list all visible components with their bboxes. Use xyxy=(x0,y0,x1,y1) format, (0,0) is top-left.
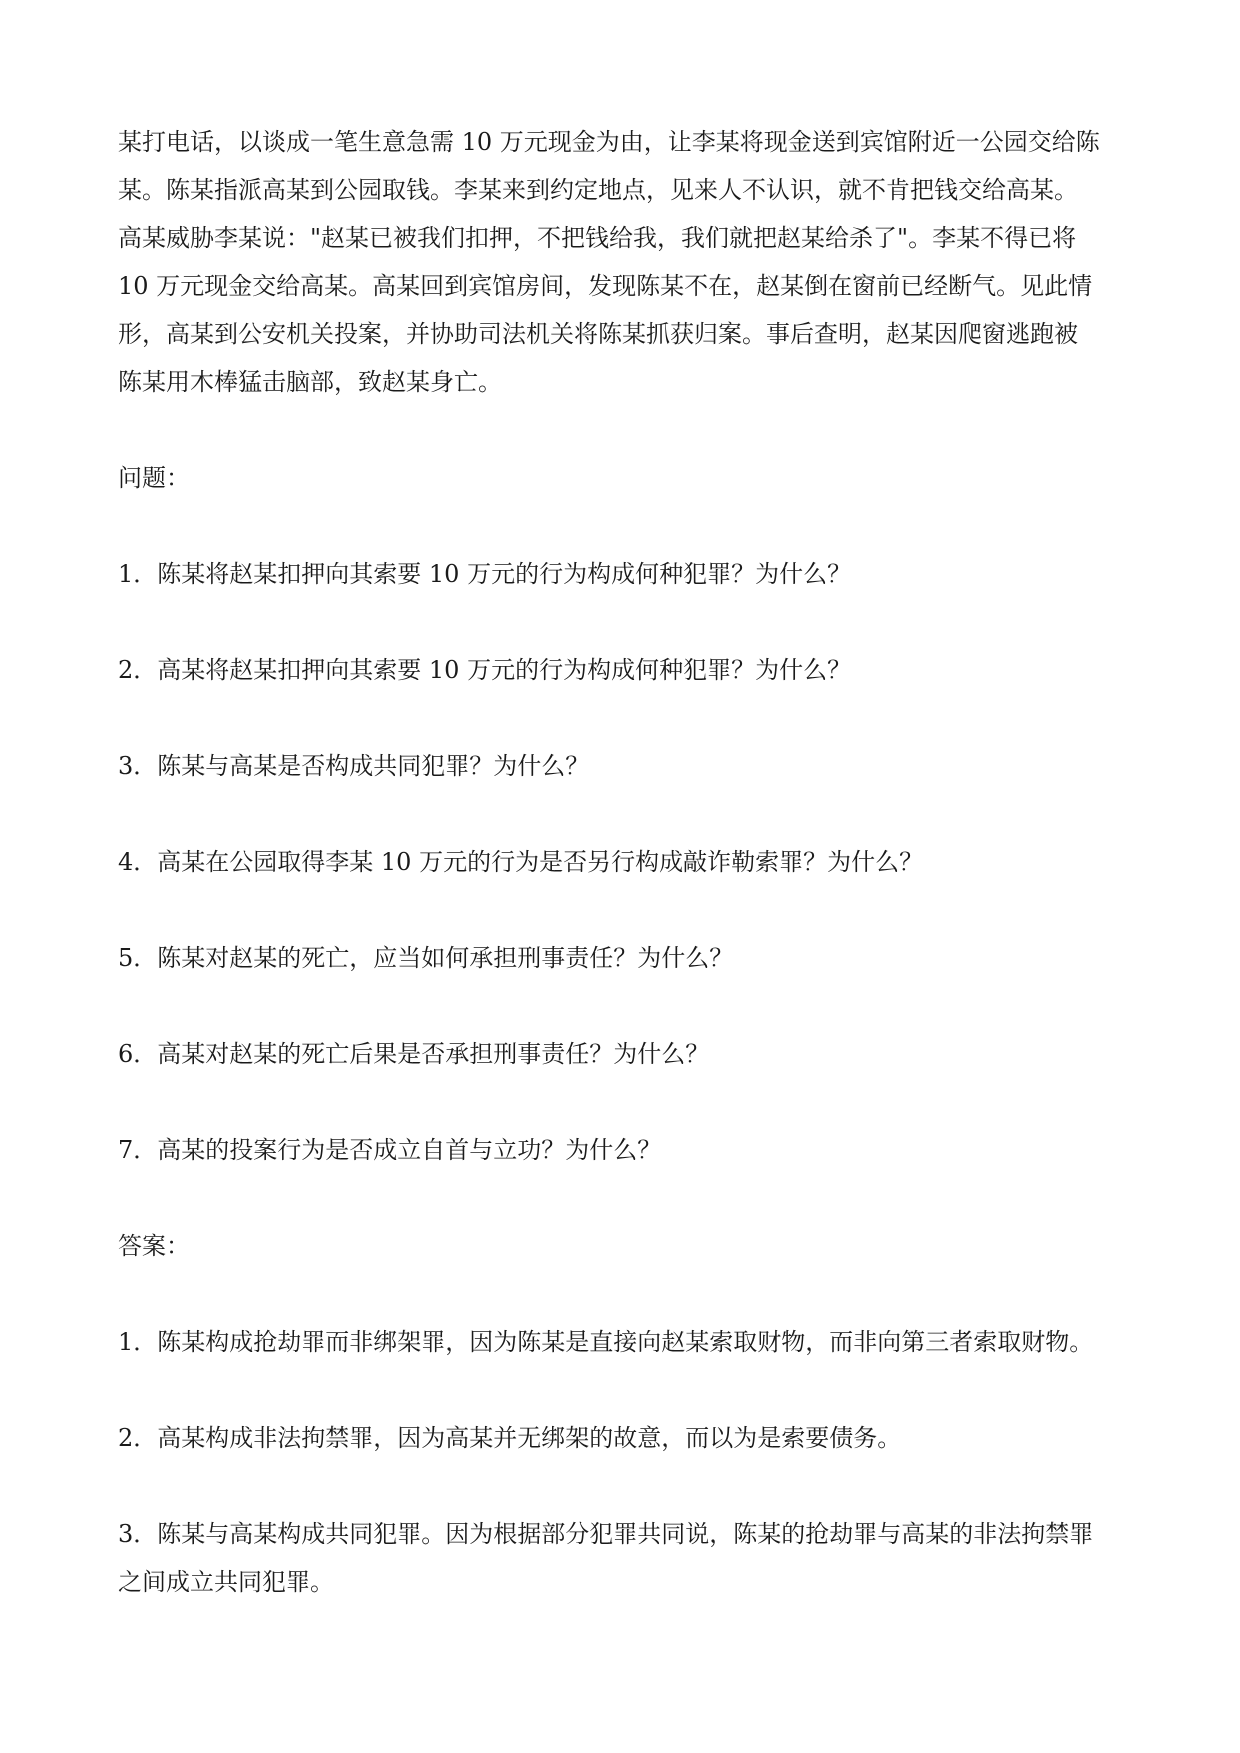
answer-item: 1．陈某构成抢劫罪而非绑架罪，因为陈某是直接向赵某索取财物，而非向第三者索取财物。 xyxy=(118,1328,1094,1356)
question-item: 4．高某在公园取得李某 10 万元的行为是否另行构成敲诈勒索罪？为什么？ xyxy=(118,848,924,876)
case-line: 10 万元现金交给高某。高某回到宾馆房间，发现陈某不在，赵某倒在窗前已经断气。见此情 xyxy=(118,272,1093,300)
document-page xyxy=(118,118,1128,1606)
case-line: 某。陈某指派高某到公园取钱。李某来到约定地点，见来人不认识，就不肯把钱交给高某。 xyxy=(118,176,1078,204)
answer-item: 2．高某构成非法拘禁罪，因为高某并无绑架的故意，而以为是索要债务。 xyxy=(118,1424,902,1452)
case-line: 高某威胁李某说："赵某已被我们扣押，不把钱给我，我们就把赵某给杀了"。李某不得已将 xyxy=(118,224,1077,252)
question-item: 5．陈某对赵某的死亡，应当如何承担刑事责任？为什么？ xyxy=(118,944,734,972)
case-description xyxy=(118,118,1128,406)
question-item: 7．高某的投案行为是否成立自首与立功？为什么？ xyxy=(118,1136,662,1164)
case-line: 形，高某到公安机关投案，并协助司法机关将陈某抓获归案。事后查明，赵某因爬窗逃跑被 xyxy=(118,320,1078,348)
questions-heading: 问题： xyxy=(118,464,190,492)
answers-heading: 答案： xyxy=(118,1232,190,1260)
question-item: 1．陈某将赵某扣押向其索要 10 万元的行为构成何种犯罪？为什么？ xyxy=(118,560,852,588)
question-item: 6．高某对赵某的死亡后果是否承担刑事责任？为什么？ xyxy=(118,1040,710,1068)
case-line: 陈某用木棒猛击脑部，致赵某身亡。 xyxy=(118,368,502,396)
answer-item: 3．陈某与高某构成共同犯罪。因为根据部分犯罪共同说，陈某的抢劫罪与高某的非法拘禁罪 之间成立共同犯罪。 xyxy=(118,1520,1094,1596)
case-line: 某打电话，以谈成一笔生意急需 10 万元现金为由，让李某将现金送到宾馆附近一公园交给陈 xyxy=(118,128,1100,156)
question-item: 3．陈某与高某是否构成共同犯罪？为什么？ xyxy=(118,752,590,780)
question-item: 2．高某将赵某扣押向其索要 10 万元的行为构成何种犯罪？为什么？ xyxy=(118,656,852,684)
